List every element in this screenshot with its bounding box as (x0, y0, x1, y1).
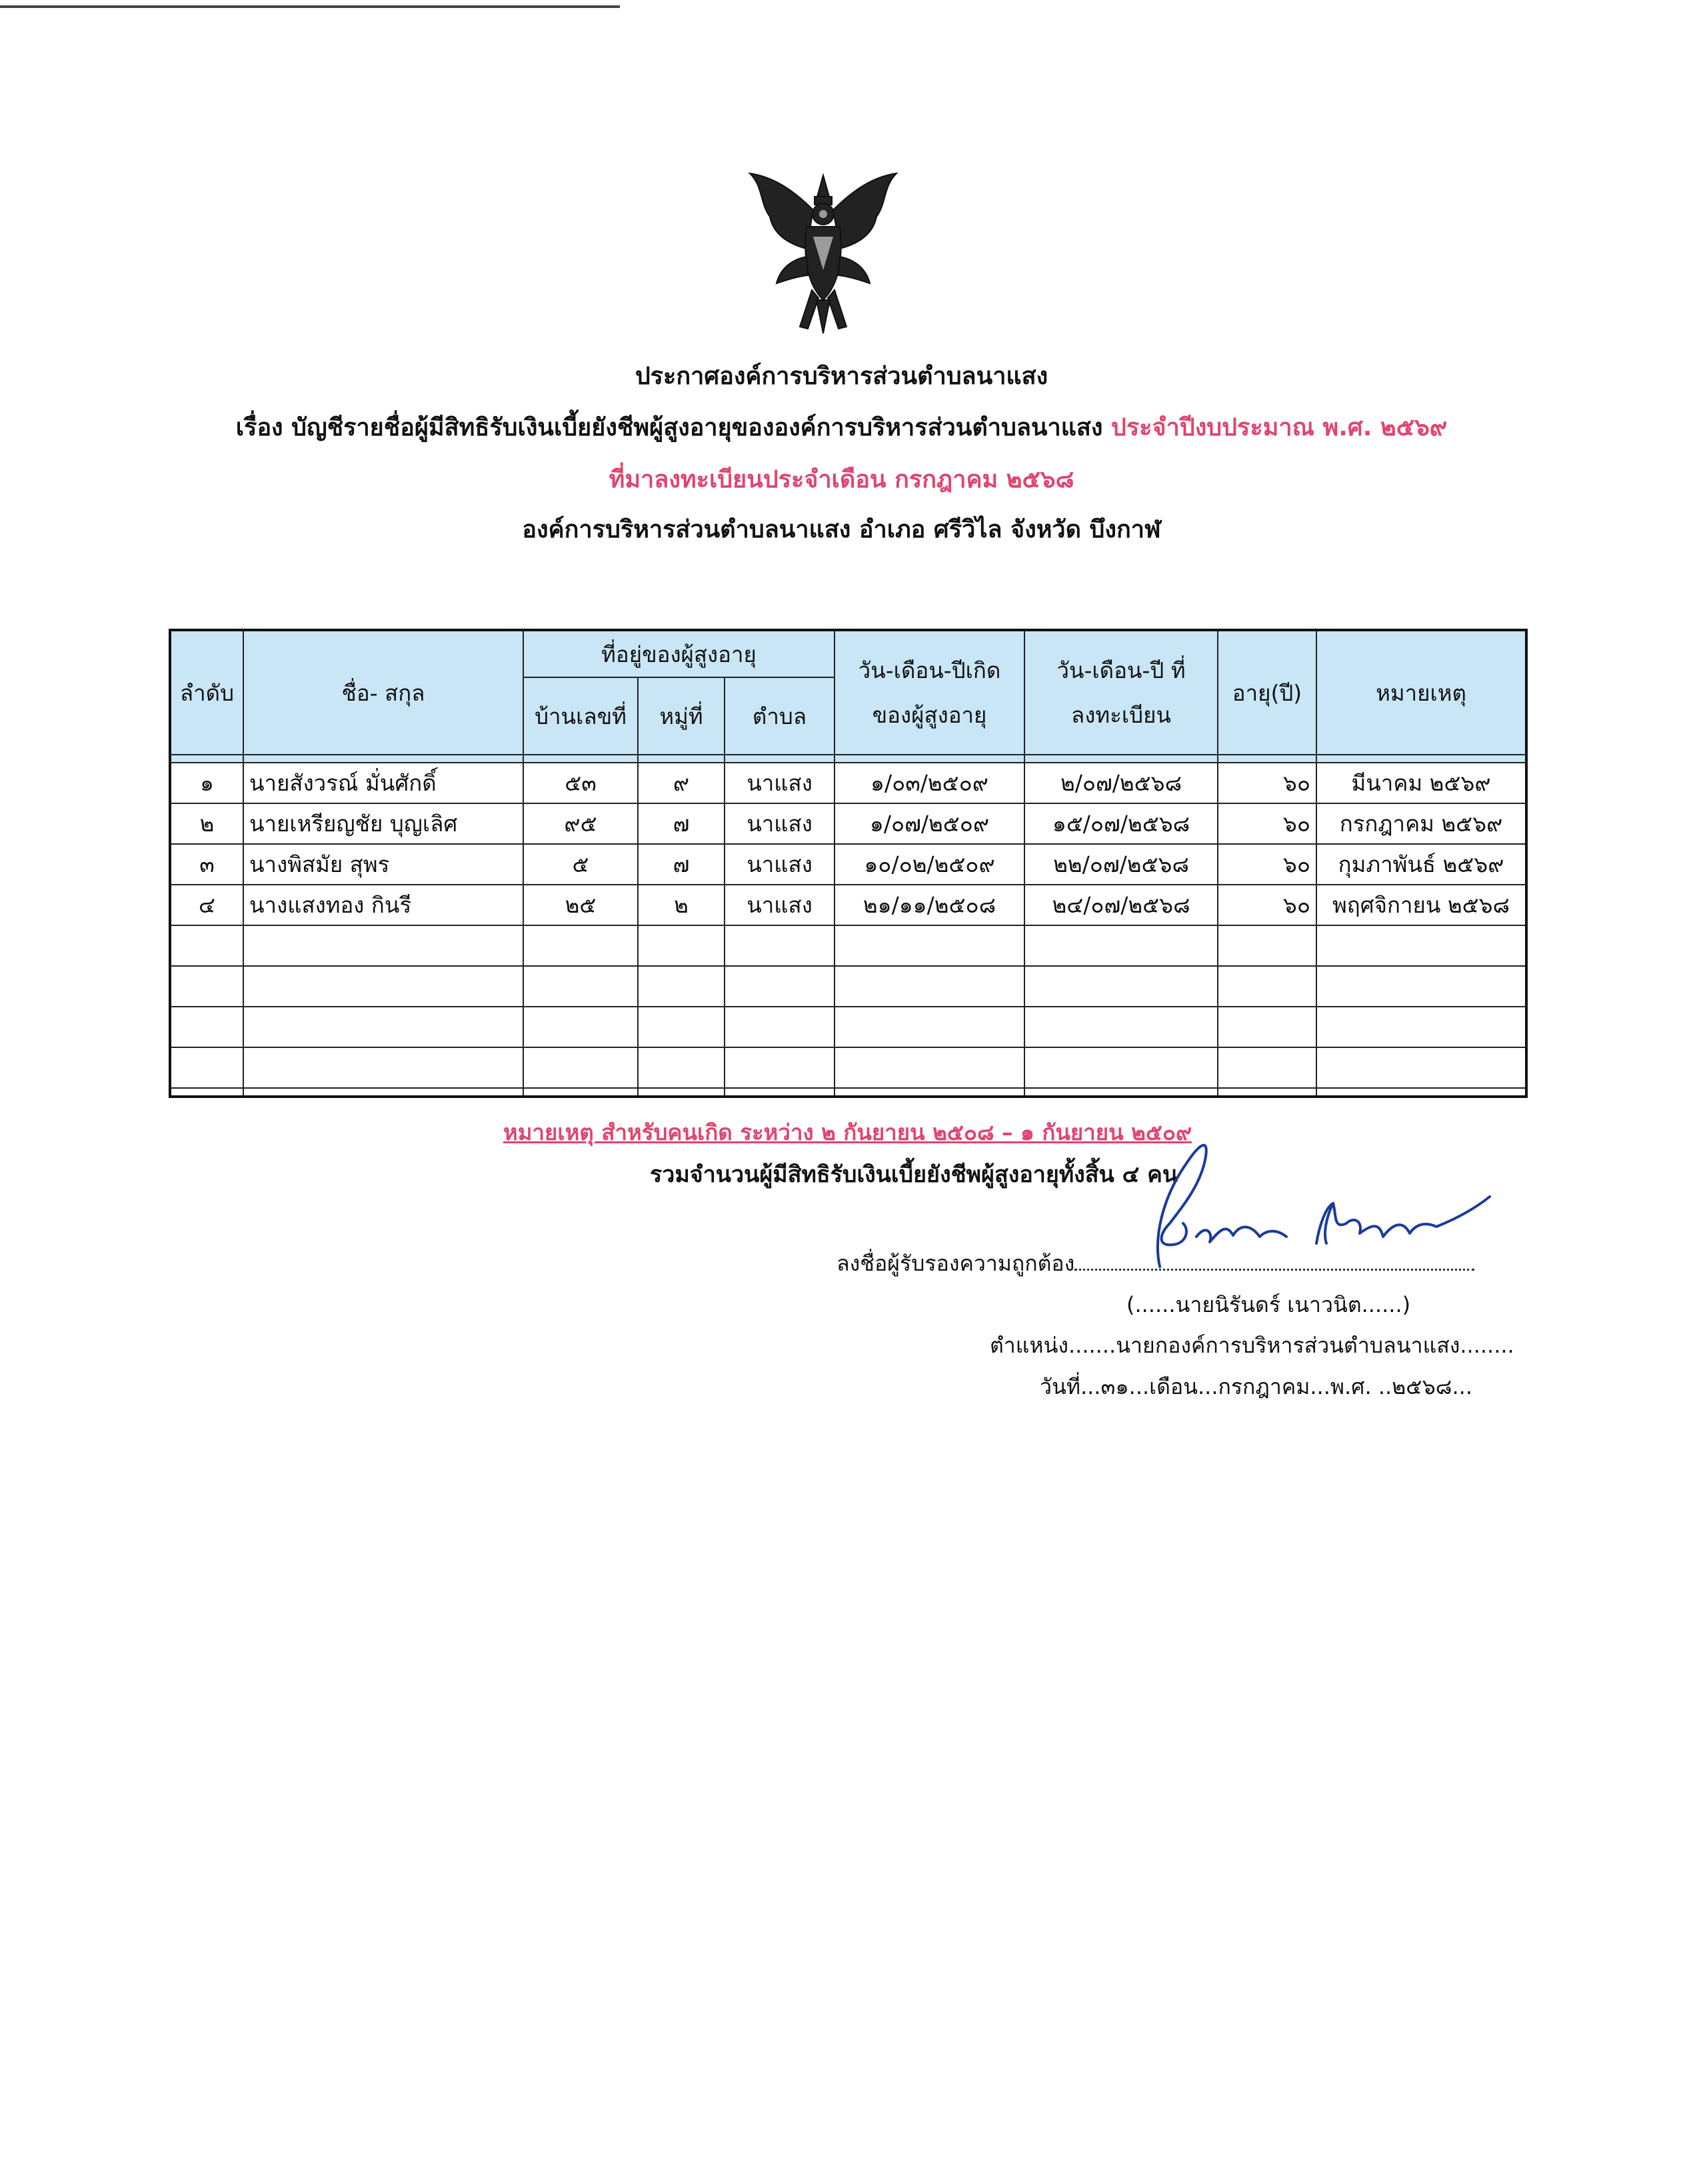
col-header-birth-line1: วัน-เดือน-ปีเกิด (858, 657, 1001, 683)
col-header-reg-line2: ลงทะเบียน (1071, 702, 1171, 728)
cell-name: นางพิสมัย สุพร (243, 844, 523, 885)
cell-birth-date: ๑/๐๗/๒๕๐๙ (835, 803, 1024, 844)
cell-tambon: นาแสง (725, 763, 835, 803)
registration-month-line: ที่มาลงทะเบียนประจำเดือน กรกฎาคม ๒๕๖๘ (609, 466, 1074, 493)
garuda-emblem-icon (733, 170, 913, 337)
cell-age: ๖๐ (1218, 763, 1316, 803)
birth-range-note: หมายเหตุ สำหรับคนเกิด ระหว่าง ๒ กันยายน ๒๕๐๘ – ๑ กันยายน ๒๕๐๙ (503, 1119, 1192, 1145)
cell-age: ๖๐ (1218, 803, 1316, 844)
certifier-signature-line (837, 1247, 1474, 1281)
certifier-position: ตำแหน่ง.......นายกองค์การบริหารส่วนตำบลนาแสง........ (990, 1333, 1514, 1358)
empty-row (170, 1007, 1526, 1047)
col-header-remark: หมายเหตุ (1316, 630, 1526, 755)
empty-row (170, 1047, 1526, 1088)
cell-birth-date: ๒๑/๑๑/๒๕๐๘ (835, 885, 1024, 925)
cell-name: นายเหรียญชัย บุญเลิศ (243, 803, 523, 844)
cell-moo: ๗ (638, 844, 725, 885)
empty-row (170, 1088, 1526, 1097)
empty-row (170, 966, 1526, 1007)
cell-no: ๒ (170, 803, 243, 844)
cell-house-no: ๒๕ (523, 885, 638, 925)
col-header-birth-line2: ของผู้สูงอายุ (872, 702, 987, 728)
col-header-registration-date (1024, 630, 1218, 755)
col-header-address-group: ที่อยู่ของผู้สูงอายุ (523, 630, 835, 677)
fiscal-year-text: ประจำปีงบประมาณ พ.ศ. ๒๕๖๙ (1111, 414, 1448, 441)
cell-registration-date: ๑๕/๐๗/๒๕๖๘ (1024, 803, 1218, 844)
total-count: รวมจำนวนผู้มีสิทธิรับเงินเบี้ยยังชีพผู้สูงอายุทั้งสิ้น ๔ คน (650, 1161, 1178, 1188)
table-row (170, 885, 1526, 925)
signature-dotted-line (1074, 1250, 1474, 1271)
cell-house-no: ๙๕ (523, 803, 638, 844)
elderly-allowance-table (169, 629, 1528, 1098)
certification-date: วันที่...๓๑...เดือน...กรกฎาคม...พ.ศ. ..๒๕๖๘... (1040, 1374, 1472, 1399)
col-header-birth-date (835, 630, 1024, 755)
cell-tambon: นาแสง (725, 885, 835, 925)
announcement-title: ประกาศองค์การบริหารส่วนตำบลนาแสง (635, 363, 1048, 390)
cell-tambon: นาแสง (725, 844, 835, 885)
col-header-house-no: บ้านเลขที่ (523, 677, 638, 755)
cell-age: ๖๐ (1218, 885, 1316, 925)
organization-location-line: องค์การบริหารส่วนตำบลนาแสง อำเภอ ศรีวิไล จังหวัด บึงกาฬ (522, 516, 1161, 543)
cell-no: ๓ (170, 844, 243, 885)
cell-age: ๖๐ (1218, 844, 1316, 885)
cell-tambon: นาแสง (725, 803, 835, 844)
col-header-moo: หมู่ที่ (638, 677, 725, 755)
col-header-age: อายุ(ปี) (1218, 630, 1316, 755)
certifier-label: ลงชื่อผู้รับรองความถูกต้อง (837, 1251, 1075, 1276)
cell-house-no: ๕ (523, 844, 638, 885)
cell-house-no: ๕๓ (523, 763, 638, 803)
cell-name: นางแสงทอง กินรี (243, 885, 523, 925)
cell-registration-date: ๒๔/๐๗/๒๕๖๘ (1024, 885, 1218, 925)
cell-remark: กรกฎาคม ๒๕๖๙ (1316, 803, 1526, 844)
subject-text: เรื่อง บัญชีรายชื่อผู้มีสิทธิรับเงินเบี้ยยังชีพผู้สูงอายุขององค์การบริหารส่วนตำบลนาแสง (235, 414, 1103, 441)
cell-no: ๑ (170, 763, 243, 803)
col-header-reg-line1: วัน-เดือน-ปี ที่ (1056, 657, 1186, 683)
cell-moo: ๗ (638, 803, 725, 844)
top-border-line (0, 5, 620, 8)
cell-no: ๔ (170, 885, 243, 925)
table-row (170, 763, 1526, 803)
subject-line (0, 408, 1683, 446)
cell-moo: ๙ (638, 763, 725, 803)
cell-birth-date: ๑/๐๓/๒๕๐๙ (835, 763, 1024, 803)
cell-moo: ๒ (638, 885, 725, 925)
cell-remark: พฤศจิกายน ๒๕๖๘ (1316, 885, 1526, 925)
certifier-name: (......นายนิรันดร์ เนาวนิต......) (1126, 1292, 1411, 1317)
col-header-no: ลำดับ (170, 630, 243, 755)
cell-registration-date: ๒๒/๐๗/๒๕๖๘ (1024, 844, 1218, 885)
cell-registration-date: ๒/๐๗/๒๕๖๘ (1024, 763, 1218, 803)
cell-remark: มีนาคม ๒๕๖๙ (1316, 763, 1526, 803)
table-row (170, 803, 1526, 844)
cell-name: นายสังวรณ์ มั่นศักดิ์ (243, 763, 523, 803)
col-header-tambon: ตำบล (725, 677, 835, 755)
col-header-name: ชื่อ- สกุล (243, 630, 523, 755)
table-row (170, 844, 1526, 885)
cell-remark: กุมภาพันธ์ ๒๕๖๙ (1316, 844, 1526, 885)
cell-birth-date: ๑๐/๐๒/๒๕๐๙ (835, 844, 1024, 885)
empty-row (170, 925, 1526, 966)
